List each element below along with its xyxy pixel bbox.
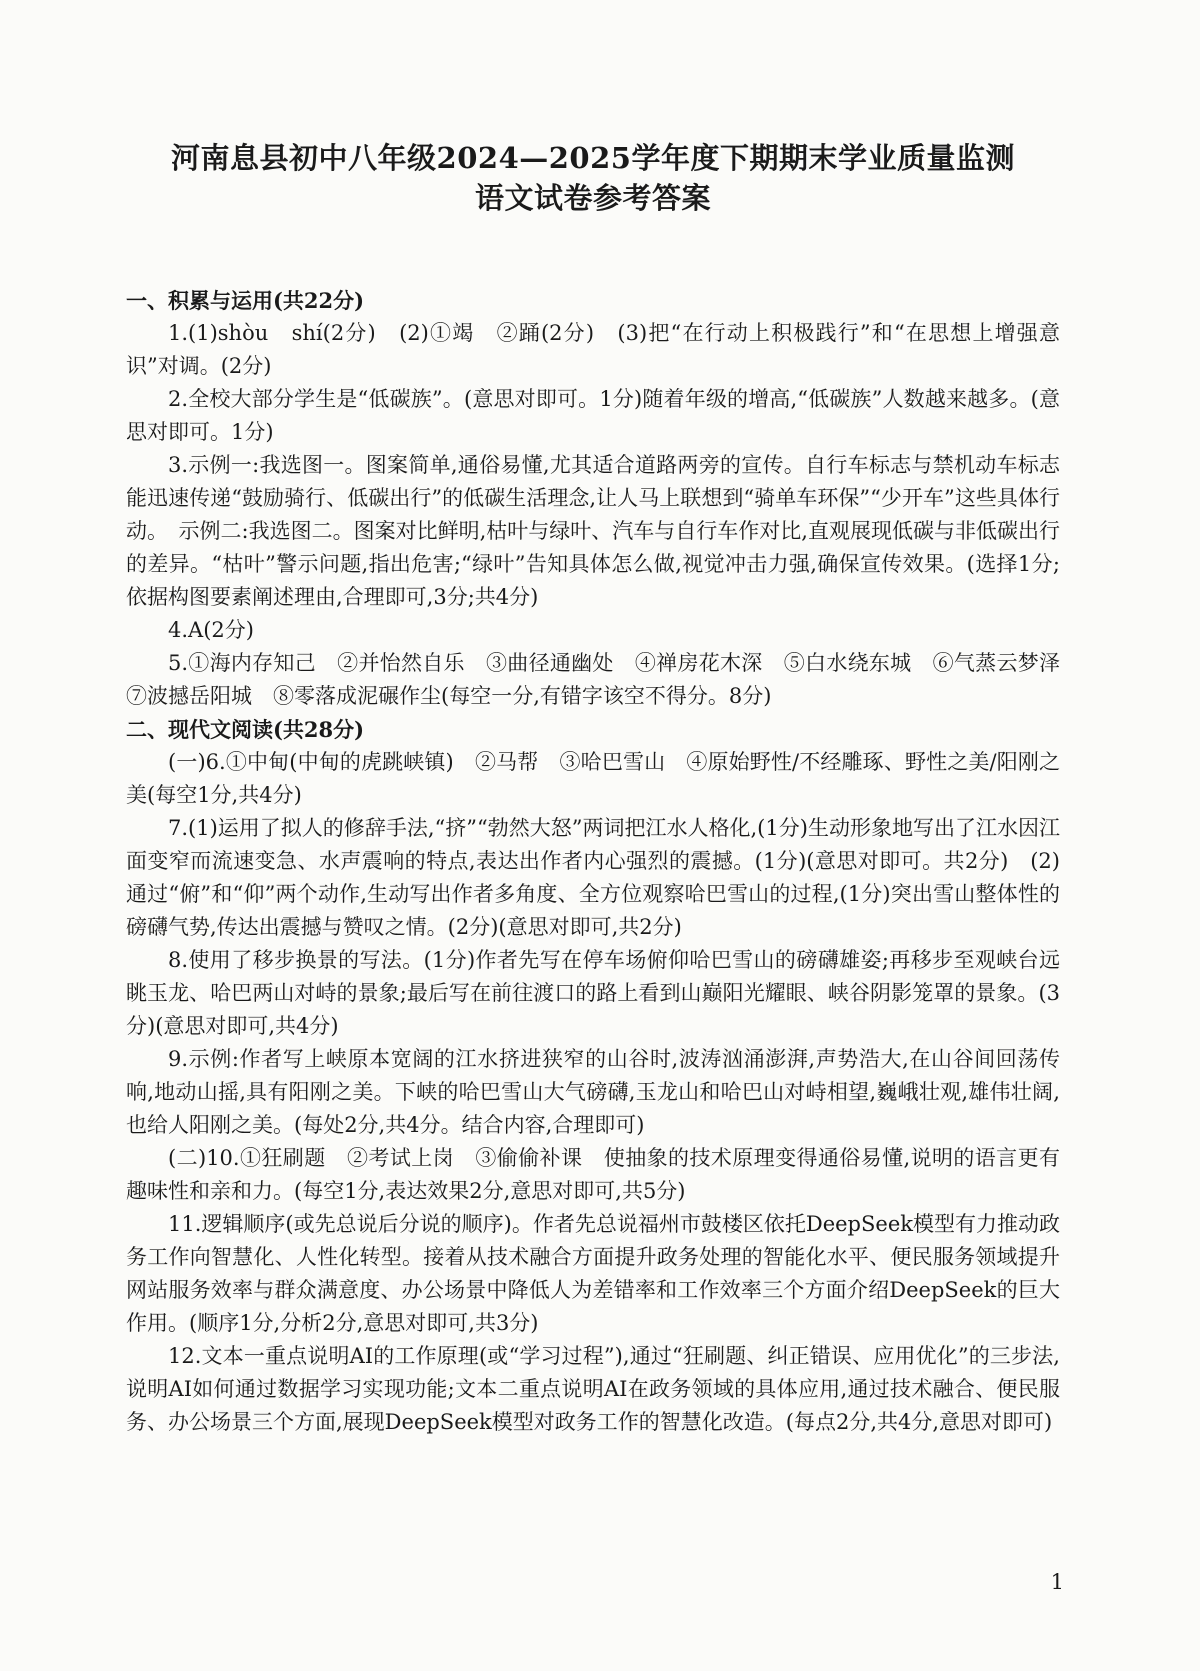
title-block bbox=[126, 138, 1060, 218]
page-subtitle: 语文试卷参考答案 bbox=[474, 181, 711, 215]
page-number: 1 bbox=[1050, 1570, 1064, 1594]
section-heading-2: 二、现代文阅读(共28分) bbox=[126, 717, 365, 742]
answer-6: (一)6.①中甸(中甸的虎跳峡镇) ②马帮 ③哈巴雪山 ④原始野性/不经雕琢、野性之美/阳刚之美(每空1分,共4分) bbox=[126, 750, 1060, 807]
answer-10: (二)10.①狂刷题 ②考试上岗 ③偷偷补课 使抽象的技术原理变得通俗易懂,说明的语言更有趣味性和亲和力。(每空1分,表达效果2分,意思对即可,共5分) bbox=[126, 1146, 1060, 1203]
page-title: 河南息县初中八年级2024—2025学年度下期期末学业质量监测 bbox=[171, 141, 1015, 175]
answer-12: 12.文本一重点说明AI的工作原理(或“学习过程”),通过“狂刷题、纠正错误、应用优化”的三步法,说明AI如何通过数据学习实现功能;文本二重点说明AI在政务领域的具体应用,通过技术融合、便民服务、办公场景三个方面,展现DeepSeek模型对政务工作的智慧化改造。(每点2分,共4分,意思对即可) bbox=[126, 1344, 1060, 1434]
answer-5: 5.①海内存知己 ②并怡然自乐 ③曲径通幽处 ④禅房花木深 ⑤白水绕东城 ⑥气蒸云梦泽 ⑦波撼岳阳城 ⑧零落成泥碾作尘(每空一分,有错字该空不得分。8分) bbox=[126, 651, 1081, 708]
answer-1: 1.(1)shòu shí(2分) (2)①竭 ②踊(2分) (3)把“在行动上积极践行”和“在思想上增强意识”对调。(2分) bbox=[126, 321, 1060, 378]
answer-3: 3.示例一:我选图一。图案简单,通俗易懂,尤其适合道路两旁的宣传。自行车标志与禁机动车标志能迅速传递“鼓励骑行、低碳出行”的低碳生活理念,让人马上联想到“骑单车环保”“少开车”这些具体行动。 示例二:我选图二。图案对比鲜明,枯叶与绿叶、汽车与自行车作对比,直观展现低碳与非低碳出行的差异。“枯叶”警示问题,指出危害;“绿叶”告知具体怎么做,视觉冲击力强,确保宣传效果。(选择1分;依据构图要素阐述理由,合理即可,3分;共4分) bbox=[126, 453, 1060, 609]
answer-11: 11.逻辑顺序(或先总说后分说的顺序)。作者先总说福州市鼓楼区依托DeepSeek模型有力推动政务工作向智慧化、人性化转型。接着从技术融合方面提升政务处理的智能化水平、便民服务领域提升网站服务效率与群众满意度、办公场景中降低人为差错率和工作效率三个方面介绍DeepSeek的巨大作用。(顺序1分,分析2分,意思对即可,共3分) bbox=[126, 1212, 1060, 1335]
answer-4: 4.A(2分) bbox=[168, 618, 254, 642]
section-heading-1: 一、积累与运用(共22分) bbox=[126, 288, 365, 313]
answer-2: 2.全校大部分学生是“低碳族”。(意思对即可。1分)随着年级的增高,“低碳族”人数越来越多。(意思对即可。1分) bbox=[126, 387, 1060, 444]
answer-7: 7.(1)运用了拟人的修辞手法,“挤”“勃然大怒”两词把江水人格化,(1分)生动形象地写出了江水因江面变窄而流速变急、水声震响的特点,表达出作者内心强烈的震撼。(1分)(意思对即可。共2分) (2)通过“俯”和“仰”两个动作,生动写出作者多角度、全方位观察哈巴雪山的过程,(1分)突出雪山整体性的磅礴气势,传达出震撼与赞叹之情。(2分)(意思对即可,共2分) bbox=[126, 816, 1060, 939]
answer-9: 9.示例:作者写上峡原本宽阔的江水挤进狭窄的山谷时,波涛汹涌澎湃,声势浩大,在山谷间回荡传响,地动山摇,具有阳刚之美。下峡的哈巴雪山大气磅礴,玉龙山和哈巴山对峙相望,巍峨壮观,雄伟壮阔,也给人阳刚之美。(每处2分,共4分。结合内容,合理即可) bbox=[126, 1047, 1060, 1137]
answer-8: 8.使用了移步换景的写法。(1分)作者先写在停车场俯仰哈巴雪山的磅礴雄姿;再移步至观峡台远眺玉龙、哈巴两山对峙的景象;最后写在前往渡口的路上看到山巅阳光耀眼、峡谷阴影笼罩的景象。(3分)(意思对即可,共4分) bbox=[126, 948, 1060, 1038]
